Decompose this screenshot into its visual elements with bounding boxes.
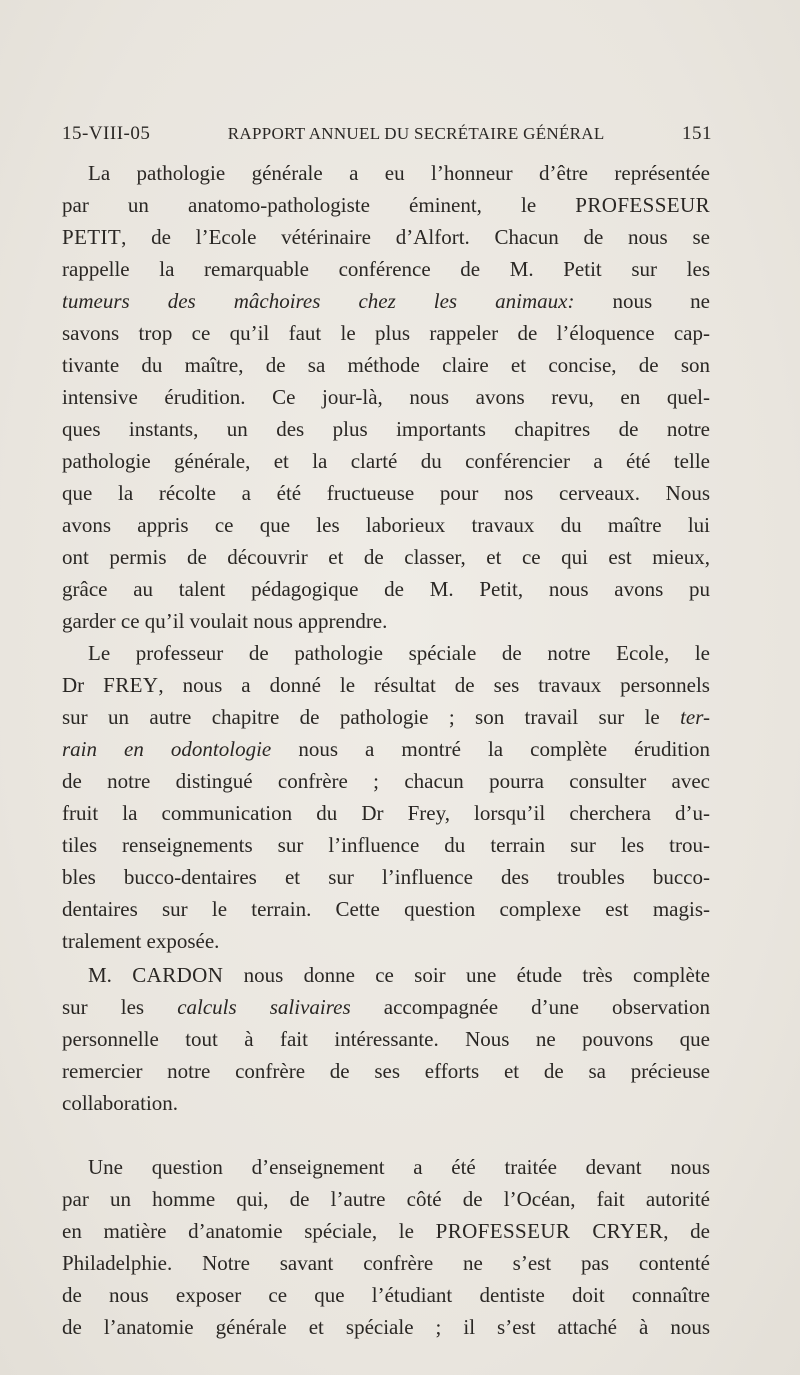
text-line: garder ce qu’il voulait nous apprendre. bbox=[62, 609, 388, 633]
text-line: La pathologie générale a eu l’honneur d’être représentée bbox=[88, 161, 710, 185]
text-line: tivante du maître, de sa méthode claire et concise, de son bbox=[62, 353, 710, 377]
text-line: de l’anatomie générale et spéciale ; il s’est attaché à nous bbox=[62, 1315, 710, 1339]
header-title: RAPPORT ANNUEL DU SECRÉTAIRE GÉNÉRAL bbox=[227, 124, 605, 143]
running-header bbox=[62, 123, 712, 145]
text-line: collaboration. bbox=[62, 1091, 179, 1115]
text-line: rappelle la remarquable conférence de M. Petit sur les bbox=[62, 257, 710, 281]
text-line: Le professeur de pathologie spéciale de notre Ecole, le bbox=[88, 641, 710, 665]
text-line: que la récolte a été fructueuse pour nos cerveaux. Nous bbox=[62, 481, 710, 505]
text-line: M. CARDON nous donne ce soir une étude très complète bbox=[88, 963, 710, 987]
text-line: par un anatomo-pathologiste éminent, le PROFESSEUR bbox=[62, 193, 710, 217]
text-line: bles bucco-dentaires et sur l’influence des troubles bucco- bbox=[62, 865, 710, 889]
header-date: 15-VIII-05 bbox=[62, 123, 151, 144]
text-line: savons trop ce qu’il faut le plus rappeler de l’éloquence cap- bbox=[62, 321, 710, 345]
text-line: pathologie générale, et la clarté du conférencier a été telle bbox=[62, 449, 710, 473]
text-line: avons appris ce que les laborieux travaux du maître lui bbox=[62, 513, 710, 537]
text-line: de nous exposer ce que l’étudiant dentiste doit connaître bbox=[62, 1283, 710, 1307]
text-line: en matière d’anatomie spéciale, le PROFESSEUR CRYER, de bbox=[62, 1219, 710, 1243]
text-line: Philadelphie. Notre savant confrère ne s’est pas contenté bbox=[62, 1251, 710, 1275]
text-line: tumeurs des mâchoires chez les animaux: nous ne bbox=[62, 289, 710, 313]
text-line: remercier notre confrère de ses efforts et de sa précieuse bbox=[62, 1059, 710, 1083]
text-line: sur les calculs salivaires accompagnée d’une observation bbox=[62, 995, 710, 1019]
text-line: ont permis de découvrir et de classer, et ce qui est mieux, bbox=[62, 545, 710, 569]
text-line: Une question d’enseignement a été traitée devant nous bbox=[88, 1155, 710, 1179]
text-line: dentaires sur le terrain. Cette question complexe est magis- bbox=[62, 897, 710, 921]
text-line: Dr FREY, nous a donné le résultat de ses travaux personnels bbox=[62, 673, 710, 697]
text-line: grâce au talent pédagogique de M. Petit, nous avons pu bbox=[62, 577, 710, 601]
page-number: 151 bbox=[682, 123, 712, 144]
text-line: ques instants, un des plus importants chapitres de notre bbox=[62, 417, 710, 441]
text-line: tiles renseignements sur l’influence du terrain sur les trou- bbox=[62, 833, 710, 857]
text-line: fruit la communication du Dr Frey, lorsqu’il cherchera d’u- bbox=[62, 801, 710, 825]
text-line: PETIT, de l’Ecole vétérinaire d’Alfort. Chacun de nous se bbox=[62, 225, 710, 249]
text-line: sur un autre chapitre de pathologie ; son travail sur le ter- bbox=[62, 705, 710, 729]
text-line: tralement exposée. bbox=[62, 929, 220, 953]
text-line: de notre distingué confrère ; chacun pourra consulter avec bbox=[62, 769, 710, 793]
text-line: personnelle tout à fait intéressante. Nous ne pouvons que bbox=[62, 1027, 710, 1051]
text-line: par un homme qui, de l’autre côté de l’Océan, fait autorité bbox=[62, 1187, 710, 1211]
text-line: intensive érudition. Ce jour-là, nous avons revu, en quel- bbox=[62, 385, 710, 409]
text-line: rain en odontologie nous a montré la complète érudition bbox=[62, 737, 710, 761]
